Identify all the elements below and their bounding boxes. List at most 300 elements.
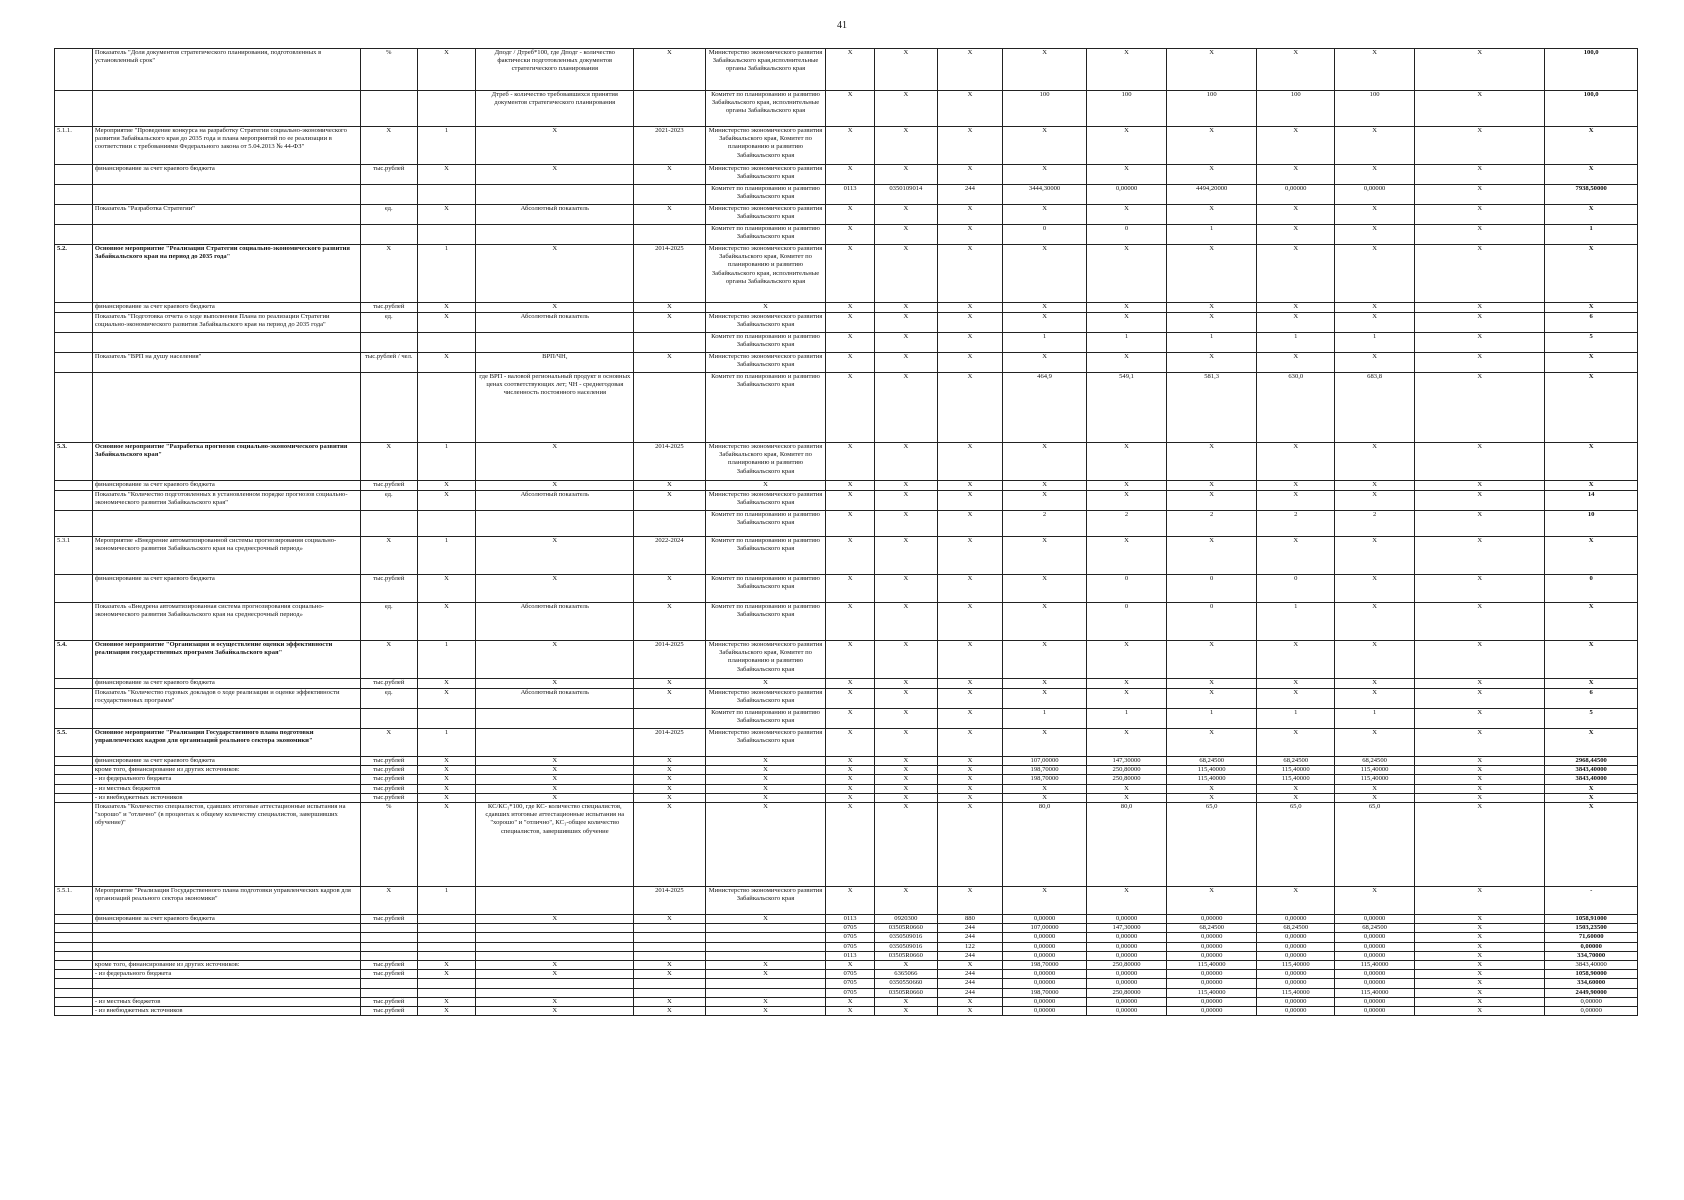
- table-cell: 68,24500: [1166, 757, 1256, 766]
- table-cell: X: [1166, 729, 1256, 757]
- table-cell: X: [1003, 205, 1087, 225]
- table-cell: X: [1415, 333, 1545, 353]
- table-cell: X: [1257, 679, 1335, 689]
- table-cell: 0,00000: [1087, 942, 1167, 951]
- table-cell: X: [874, 575, 937, 603]
- table-cell: 334,60000: [1545, 979, 1638, 988]
- table-row: [55, 245, 1638, 303]
- table-cell: тыс.рублей / чел.: [360, 353, 417, 373]
- table-cell: [634, 225, 705, 245]
- table-cell: 198,70000: [1003, 988, 1087, 997]
- table-cell: Показатель "Количество годовых докладов о ходе реализации и оценке эффективности государственных программ": [92, 689, 360, 709]
- table-cell: X: [1545, 353, 1638, 373]
- table-cell: 0,00000: [1087, 185, 1167, 205]
- table-cell: X: [874, 491, 937, 511]
- table-cell: X: [476, 766, 634, 775]
- table-cell: X: [476, 165, 634, 185]
- table-cell: X: [937, 245, 1002, 303]
- table-cell: [55, 689, 93, 709]
- table-row: [55, 679, 1638, 689]
- table-cell: X: [874, 303, 937, 313]
- table-cell: [360, 333, 417, 353]
- table-cell: X: [1003, 49, 1087, 91]
- table-cell: X: [826, 757, 874, 766]
- table-cell: [55, 511, 93, 537]
- table-cell: [55, 575, 93, 603]
- table-cell: 0: [1166, 603, 1256, 641]
- table-cell: 0,00000: [1166, 915, 1256, 924]
- table-cell: 68,24500: [1257, 924, 1335, 933]
- table-cell: [92, 933, 360, 942]
- table-row: [55, 303, 1638, 313]
- table-cell: X: [826, 1007, 874, 1016]
- table-cell: [92, 988, 360, 997]
- table-cell: [634, 988, 705, 997]
- table-cell: 6: [1545, 689, 1638, 709]
- table-cell: Комитет по планированию и развитию Забайкальского края: [705, 225, 826, 245]
- table-cell: 1: [1545, 225, 1638, 245]
- table-cell: X: [476, 1007, 634, 1016]
- table-cell: %: [360, 803, 417, 887]
- table-cell: [55, 775, 93, 784]
- table-cell: X: [360, 245, 417, 303]
- table-cell: X: [937, 333, 1002, 353]
- table-cell: X: [937, 689, 1002, 709]
- table-cell: 115,40000: [1335, 961, 1415, 970]
- table-cell: 6: [1545, 313, 1638, 333]
- table-cell: X: [874, 373, 937, 443]
- table-cell: X: [1545, 784, 1638, 793]
- table-cell: 0,00000: [1257, 951, 1335, 960]
- table-cell: [634, 511, 705, 537]
- table-cell: 1: [1003, 333, 1087, 353]
- table-row: [55, 641, 1638, 679]
- table-cell: X: [634, 784, 705, 793]
- table-cell: 0,00000: [1087, 979, 1167, 988]
- table-cell: X: [1335, 537, 1415, 575]
- table-cell: X: [874, 766, 937, 775]
- table-cell: X: [874, 165, 937, 185]
- table-row: [55, 511, 1638, 537]
- table-cell: 10: [1545, 511, 1638, 537]
- table-cell: [360, 951, 417, 960]
- table-cell: [92, 942, 360, 951]
- table-cell: X: [826, 689, 874, 709]
- table-cell: [476, 988, 634, 997]
- table-cell: 0705: [826, 979, 874, 988]
- table-cell: [476, 951, 634, 960]
- table-cell: X: [1166, 205, 1256, 225]
- table-cell: [55, 915, 93, 924]
- table-cell: 2: [1087, 511, 1167, 537]
- table-cell: X: [1087, 887, 1167, 915]
- table-cell: 2014-2025: [634, 729, 705, 757]
- table-cell: Основное мероприятие "Организация и осуществление оценки эффективности реализации государственных программ Забайкальского края": [92, 641, 360, 679]
- table-cell: 0,00000: [1003, 915, 1087, 924]
- table-cell: X: [634, 766, 705, 775]
- table-cell: X: [1545, 303, 1638, 313]
- table-cell: финансирование за счет краевого бюджета: [92, 915, 360, 924]
- table-cell: [55, 491, 93, 511]
- table-cell: 115,40000: [1257, 775, 1335, 784]
- table-cell: X: [1257, 353, 1335, 373]
- table-cell: X: [874, 775, 937, 784]
- table-row: [55, 165, 1638, 185]
- table-cell: X: [1166, 353, 1256, 373]
- table-cell: X: [1257, 689, 1335, 709]
- table-cell: X: [1257, 481, 1335, 491]
- table-cell: [55, 49, 93, 91]
- table-cell: X: [1166, 313, 1256, 333]
- table-cell: [55, 303, 93, 313]
- table-cell: X: [1257, 491, 1335, 511]
- table-cell: [92, 91, 360, 127]
- table-cell: Мероприятие «Внедрение автоматизированной системы прогнозирования социально-экономического развития Забайкальского края на среднесрочный период»: [92, 537, 360, 575]
- table-cell: [476, 511, 634, 537]
- table-cell: 0350509016: [874, 942, 937, 951]
- table-cell: 198,70000: [1003, 766, 1087, 775]
- table-cell: 115,40000: [1257, 988, 1335, 997]
- table-cell: [55, 165, 93, 185]
- table-cell: X: [937, 481, 1002, 491]
- table-cell: 3843,40000: [1545, 775, 1638, 784]
- table-cell: X: [417, 49, 476, 91]
- table-body: [55, 49, 1638, 1016]
- table-cell: 581,3: [1166, 373, 1256, 443]
- table-cell: X: [1545, 793, 1638, 802]
- table-cell: тыс.рублей: [360, 679, 417, 689]
- table-cell: финансирование за счет краевого бюджета: [92, 165, 360, 185]
- table-cell: X: [1415, 443, 1545, 481]
- table-cell: [55, 185, 93, 205]
- table-cell: X: [1335, 165, 1415, 185]
- table-row: [55, 924, 1638, 933]
- table-cell: X: [634, 303, 705, 313]
- table-cell: 0,00000: [1166, 951, 1256, 960]
- table-cell: Министерство экономического развития Забайкальского края: [705, 165, 826, 185]
- table-cell: X: [1257, 245, 1335, 303]
- table-cell: X: [937, 313, 1002, 333]
- table-cell: X: [1415, 127, 1545, 165]
- table-cell: кроме того, финансирование из других источников:: [92, 766, 360, 775]
- table-cell: X: [874, 49, 937, 91]
- table-cell: [476, 333, 634, 353]
- table-cell: X: [705, 303, 826, 313]
- table-cell: X: [1545, 443, 1638, 481]
- table-cell: 0,00000: [1087, 915, 1167, 924]
- table-cell: X: [1003, 729, 1087, 757]
- table-cell: X: [1415, 933, 1545, 942]
- table-cell: тыс.рублей: [360, 1007, 417, 1016]
- table-cell: 0,00000: [1257, 933, 1335, 942]
- table-cell: X: [360, 443, 417, 481]
- table-cell: X: [417, 766, 476, 775]
- table-cell: 464,9: [1003, 373, 1087, 443]
- table-cell: X: [476, 775, 634, 784]
- table-cell: 1: [1166, 709, 1256, 729]
- table-cell: тыс.рублей: [360, 784, 417, 793]
- table-cell: X: [1545, 603, 1638, 641]
- table-cell: X: [1415, 924, 1545, 933]
- table-cell: X: [1415, 245, 1545, 303]
- table-cell: 1: [417, 641, 476, 679]
- table-cell: X: [874, 961, 937, 970]
- table-cell: X: [826, 165, 874, 185]
- table-cell: X: [634, 997, 705, 1006]
- table-cell: 100: [1335, 91, 1415, 127]
- table-cell: X: [826, 49, 874, 91]
- table-cell: X: [874, 481, 937, 491]
- table-cell: X: [826, 313, 874, 333]
- table-cell: 0,00000: [1003, 970, 1087, 979]
- table-cell: 0350550660: [874, 979, 937, 988]
- table-cell: X: [1545, 205, 1638, 225]
- table-cell: [55, 709, 93, 729]
- table-cell: финансирование за счет краевого бюджета: [92, 481, 360, 491]
- table-cell: 03505R0660: [874, 924, 937, 933]
- table-cell: X: [1087, 245, 1167, 303]
- table-row: [55, 784, 1638, 793]
- table-cell: X: [1415, 225, 1545, 245]
- table-cell: Показатель "Доля документов стратегического планирования, подготовленных в установленный срок": [92, 49, 360, 91]
- table-row: [55, 481, 1638, 491]
- table-cell: [634, 185, 705, 205]
- table-cell: тыс.рублей: [360, 915, 417, 924]
- table-cell: X: [874, 709, 937, 729]
- table-cell: X: [417, 961, 476, 970]
- table-cell: X: [874, 205, 937, 225]
- table-cell: X: [874, 537, 937, 575]
- table-cell: 0705: [826, 942, 874, 951]
- table-cell: [55, 961, 93, 970]
- table-cell: X: [1545, 729, 1638, 757]
- table-cell: 115,40000: [1166, 775, 1256, 784]
- table-cell: 0: [1087, 225, 1167, 245]
- table-cell: X: [1003, 313, 1087, 333]
- table-row: [55, 313, 1638, 333]
- table-cell: 0,00000: [1003, 951, 1087, 960]
- table-cell: [55, 997, 93, 1006]
- table-cell: Комитет по планированию и развитию Забайкальского края: [705, 511, 826, 537]
- table-cell: [705, 933, 826, 942]
- table-cell: - из местных бюджетов: [92, 997, 360, 1006]
- table-cell: 334,70000: [1545, 951, 1638, 960]
- table-row: [55, 91, 1638, 127]
- table-cell: [417, 915, 476, 924]
- table-cell: X: [417, 784, 476, 793]
- table-cell: 0,00000: [1257, 185, 1335, 205]
- table-cell: X: [476, 997, 634, 1006]
- table-cell: X: [1003, 575, 1087, 603]
- table-cell: X: [826, 373, 874, 443]
- table-cell: X: [874, 887, 937, 915]
- table-cell: 244: [937, 951, 1002, 960]
- table-cell: X: [1003, 689, 1087, 709]
- table-cell: X: [1415, 793, 1545, 802]
- table-cell: X: [937, 729, 1002, 757]
- table-cell: [55, 225, 93, 245]
- table-cell: [705, 924, 826, 933]
- table-cell: 0,00000: [1087, 970, 1167, 979]
- table-cell: Показатель "Подготовка отчета о ходе выполнения Плана по реализации Стратегии социально-экономического развития Забайкальского края на период до 2035 года": [92, 313, 360, 333]
- table-cell: X: [1087, 127, 1167, 165]
- table-row: [55, 997, 1638, 1006]
- table-cell: 0,00000: [1003, 997, 1087, 1006]
- table-cell: 115,40000: [1166, 766, 1256, 775]
- table-cell: X: [705, 961, 826, 970]
- table-cell: X: [1003, 443, 1087, 481]
- table-cell: Мероприятие "Проведение конкурса на разработку Стратегии социально-экономического развития Забайкальского края до 2035 года и плана мероприятий по ее реализации в соответствии с требованиями Федерального закона от 5.04.2013 № 44-ФЗ": [92, 127, 360, 165]
- table-cell: [55, 803, 93, 887]
- table-cell: финансирование за счет краевого бюджета: [92, 679, 360, 689]
- table-cell: X: [874, 1007, 937, 1016]
- table-cell: X: [1415, 988, 1545, 997]
- table-cell: 244: [937, 979, 1002, 988]
- table-cell: 2968,44500: [1545, 757, 1638, 766]
- table-cell: 1058,90000: [1545, 970, 1638, 979]
- table-cell: X: [476, 245, 634, 303]
- table-cell: X: [874, 127, 937, 165]
- table-cell: 1: [417, 443, 476, 481]
- table-cell: 0,00000: [1166, 997, 1256, 1006]
- table-cell: X: [705, 970, 826, 979]
- table-cell: X: [937, 511, 1002, 537]
- table-cell: [705, 988, 826, 997]
- table-cell: финансирование за счет краевого бюджета: [92, 575, 360, 603]
- table-cell: Комитет по планированию и развитию Забайкальского края, исполнительные органы Забайкальского края: [705, 91, 826, 127]
- table-cell: [55, 353, 93, 373]
- table-cell: 1: [1257, 709, 1335, 729]
- table-cell: 0,00000: [1257, 1007, 1335, 1016]
- table-cell: 80,0: [1003, 803, 1087, 887]
- table-cell: X: [874, 641, 937, 679]
- table-cell: X: [826, 679, 874, 689]
- table-cell: X: [1415, 641, 1545, 679]
- table-cell: X: [360, 537, 417, 575]
- table-cell: 0,00000: [1335, 979, 1415, 988]
- table-cell: 244: [937, 970, 1002, 979]
- table-cell: X: [937, 1007, 1002, 1016]
- table-cell: X: [417, 997, 476, 1006]
- table-cell: X: [937, 793, 1002, 802]
- table-cell: X: [476, 961, 634, 970]
- table-cell: 1: [417, 245, 476, 303]
- table-cell: [417, 333, 476, 353]
- table-cell: [92, 373, 360, 443]
- table-cell: [55, 603, 93, 641]
- table-cell: [55, 757, 93, 766]
- table-cell: X: [1415, 303, 1545, 313]
- table-cell: 115,40000: [1335, 988, 1415, 997]
- table-cell: X: [1087, 353, 1167, 373]
- table-cell: 0: [1003, 225, 1087, 245]
- table-cell: 5.3.1: [55, 537, 93, 575]
- table-cell: X: [1335, 245, 1415, 303]
- table-cell: [417, 951, 476, 960]
- table-cell: X: [634, 165, 705, 185]
- table-cell: [55, 679, 93, 689]
- table-cell: X: [1087, 729, 1167, 757]
- table-cell: X: [705, 757, 826, 766]
- table-cell: X: [874, 689, 937, 709]
- table-cell: X: [874, 729, 937, 757]
- table-cell: 0,00000: [1545, 997, 1638, 1006]
- table-cell: 3843,40000: [1545, 766, 1638, 775]
- table-cell: 115,40000: [1166, 988, 1256, 997]
- table-cell: X: [360, 641, 417, 679]
- table-cell: Абсолютный показатель: [476, 205, 634, 225]
- table-cell: X: [826, 91, 874, 127]
- table-cell: X: [1257, 303, 1335, 313]
- table-cell: X: [1335, 784, 1415, 793]
- table-cell: X: [826, 127, 874, 165]
- table-cell: Основное мероприятие "Реализация Государственного плана подготовки управленческих кадров для организаций реального сектора экономики": [92, 729, 360, 757]
- table-cell: X: [1335, 481, 1415, 491]
- table-cell: X: [417, 205, 476, 225]
- table-cell: 250,80000: [1087, 766, 1167, 775]
- table-cell: [634, 979, 705, 988]
- table-cell: X: [1087, 537, 1167, 575]
- table-cell: X: [1415, 775, 1545, 784]
- table-cell: X: [1545, 245, 1638, 303]
- table-cell: 0705: [826, 988, 874, 997]
- table-cell: 630,0: [1257, 373, 1335, 443]
- table-cell: 100: [1166, 91, 1256, 127]
- table-cell: X: [1545, 373, 1638, 443]
- table-cell: X: [476, 757, 634, 766]
- table-cell: 80,0: [1087, 803, 1167, 887]
- table-cell: X: [705, 793, 826, 802]
- table-cell: 65,0: [1166, 803, 1256, 887]
- table-cell: 0: [1257, 575, 1335, 603]
- table-cell: [705, 951, 826, 960]
- table-row: [55, 915, 1638, 924]
- table-cell: X: [1166, 49, 1256, 91]
- table-cell: Министерство экономического развития Забайкальского края, Комитет по планированию и развитию Забайкальского края, исполнительные органы Забайкальского края: [705, 245, 826, 303]
- table-cell: [92, 333, 360, 353]
- table-cell: 244: [937, 933, 1002, 942]
- table-cell: X: [634, 49, 705, 91]
- table-cell: X: [1166, 303, 1256, 313]
- table-cell: X: [1545, 679, 1638, 689]
- table-cell: X: [1335, 303, 1415, 313]
- table-cell: X: [1415, 729, 1545, 757]
- table-cell: 71,60000: [1545, 933, 1638, 942]
- table-cell: X: [1545, 165, 1638, 185]
- table-cell: X: [826, 303, 874, 313]
- table-cell: X: [1335, 225, 1415, 245]
- table-cell: X: [937, 679, 1002, 689]
- table-cell: X: [1335, 353, 1415, 373]
- table-cell: 122: [937, 942, 1002, 951]
- table-cell: X: [1415, 537, 1545, 575]
- table-row: [55, 443, 1638, 481]
- table-cell: 5.2.: [55, 245, 93, 303]
- table-cell: X: [1166, 165, 1256, 185]
- table-cell: X: [874, 225, 937, 245]
- table-cell: 0705: [826, 970, 874, 979]
- table-cell: 14: [1545, 491, 1638, 511]
- table-cell: 115,40000: [1166, 961, 1256, 970]
- table-cell: Министерство экономического развития Забайкальского края, Комитет по планированию и развитию Забайкальского края: [705, 443, 826, 481]
- table-cell: X: [1087, 165, 1167, 185]
- table-cell: X: [1415, 709, 1545, 729]
- table-cell: X: [417, 689, 476, 709]
- table-cell: X: [476, 641, 634, 679]
- table-cell: 1: [1335, 333, 1415, 353]
- table-cell: 2014-2025: [634, 245, 705, 303]
- table-cell: Основное мероприятие "Разработка прогнозов социально-экономического развития Забайкальского края": [92, 443, 360, 481]
